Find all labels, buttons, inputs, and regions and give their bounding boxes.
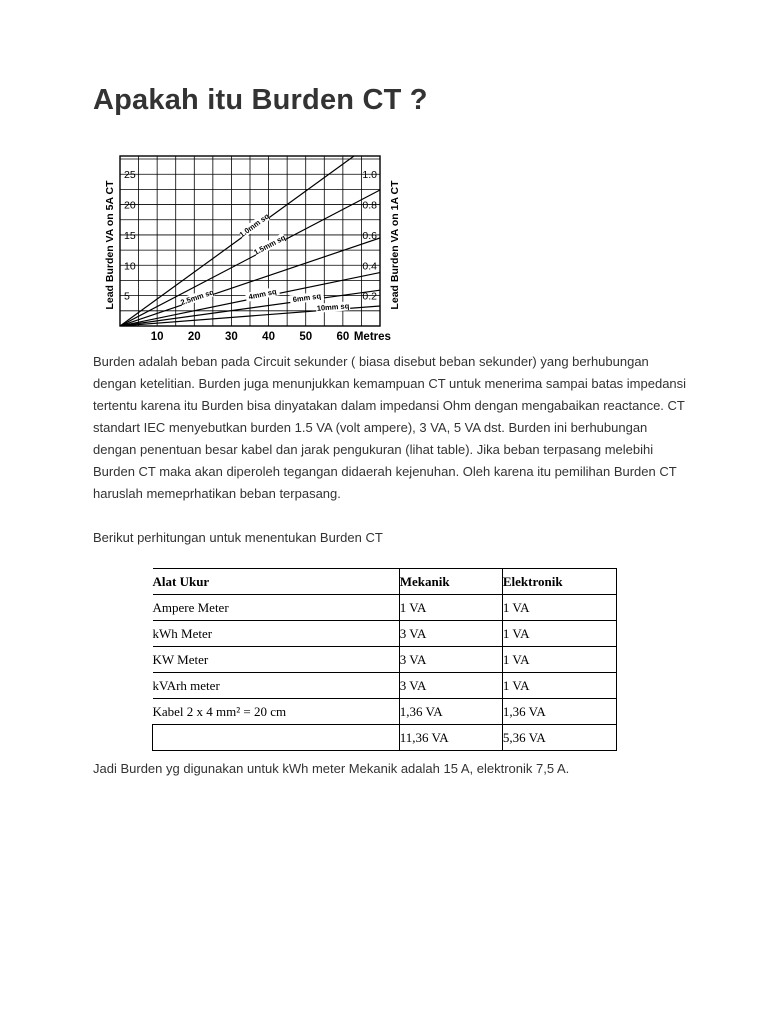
table-header-cell: Alat Ukur: [153, 569, 400, 595]
table-cell: 3 VA: [399, 621, 502, 647]
table-cell: 11,36 VA: [399, 725, 502, 751]
y-tick-label-right: 1.0: [362, 169, 377, 182]
y-tick-label-right: 0.8: [362, 199, 377, 212]
x-tick-label: 10: [150, 331, 164, 343]
paragraph-calculation-intro: Berikut perhitungan untuk menentukan Burden CT: [93, 530, 383, 545]
table-row-total: [153, 725, 617, 751]
x-tick-label: 40: [262, 331, 275, 343]
paragraph-conclusion: Jadi Burden yg digunakan untuk kWh meter Mekanik adalah 15 A, elektronik 7,5 A.: [93, 761, 570, 776]
table-cell: 1 VA: [502, 647, 616, 673]
table-header-cell: Elektronik: [502, 569, 616, 595]
table-cell: 1 VA: [399, 595, 502, 621]
table-cell: 1 VA: [502, 673, 616, 699]
y-axis-label-left: Lead Burden VA on 5A CT: [104, 180, 116, 310]
table-cell: kWh Meter: [153, 621, 400, 647]
table-cell: 1,36 VA: [502, 699, 616, 725]
table-row: [153, 699, 617, 725]
table-cell: Ampere Meter: [153, 595, 400, 621]
y-tick-label-left: 15: [124, 229, 136, 242]
burden-chart-svg: [100, 146, 406, 346]
series-label: 2.5mm sq: [179, 287, 216, 308]
y-tick-label-right: 0.2: [362, 290, 377, 303]
series-label: 1.5mm sq: [252, 232, 288, 257]
x-tick-label: 20: [187, 331, 201, 343]
burden-chart: [100, 146, 406, 346]
x-axis-label: Metres: [353, 331, 391, 343]
table-cell: kVArh meter: [153, 673, 400, 699]
table-row: [153, 647, 617, 673]
burden-table: [152, 568, 617, 751]
table-header-cell: Mekanik: [399, 569, 502, 595]
x-tick-label: 50: [299, 331, 313, 343]
series-label: 4mm sq: [247, 286, 278, 302]
paragraph-burden-definition: Burden adalah beban pada Circuit sekunder ( biasa disebut beban sekunder) yang berhubungan dengan ketelitian. Burden juga menunjukkan kemampuan CT untuk menerima sampai batas impedansi tertentu karena itu Burden bisa dinyatakan dalam impedansi Ohm dengan mengabaikan reactance. CT standart IEC menyebutkan burden 1.5 VA (volt ampere), 3 VA, 5 VA dst. Burden ini berhubungan dengan penentuan besar kabel dan jarak pengukuran (lihat table). Jika beban terpasang melebihi Burden CT maka akan diperoleh tegangan didaerah kejenuhan. Oleh karena itu pemilihan Burden CT haruslah memeprhatikan beban terpasang.: [93, 354, 687, 501]
y-tick-label-left: 10: [124, 260, 136, 273]
table-cell: [153, 725, 400, 751]
table-cell: 1 VA: [502, 621, 616, 647]
series-label: 6mm sq: [292, 291, 322, 305]
table-cell: 3 VA: [399, 647, 502, 673]
table-header-row: [153, 569, 617, 595]
y-tick-label-left: 20: [124, 199, 136, 212]
y-tick-label-left: 25: [124, 169, 136, 182]
table-cell: 1 VA: [502, 595, 616, 621]
series-label: 1.0mm sq: [237, 211, 271, 240]
y-tick-label-left: 5: [124, 290, 130, 303]
y-tick-label-right: 0.6: [362, 229, 377, 242]
y-tick-label-right: 0.4: [362, 260, 377, 273]
y-axis-label-right: Lead Burden VA on 1A CT: [389, 180, 401, 310]
table-cell: 1,36 VA: [399, 699, 502, 725]
table-cell: 5,36 VA: [502, 725, 616, 751]
table-row: [153, 621, 617, 647]
table-cell: KW Meter: [153, 647, 400, 673]
series-label: 10mm sq: [316, 301, 350, 313]
table-cell: 3 VA: [399, 673, 502, 699]
x-tick-label: 30: [225, 331, 238, 343]
table-cell: Kabel 2 x 4 mm² = 20 cm: [153, 699, 400, 725]
x-tick-label: 60: [336, 331, 350, 343]
page-title: Apakah itu Burden CT ?: [93, 84, 428, 116]
table-row: [153, 595, 617, 621]
table-row: [153, 673, 617, 699]
